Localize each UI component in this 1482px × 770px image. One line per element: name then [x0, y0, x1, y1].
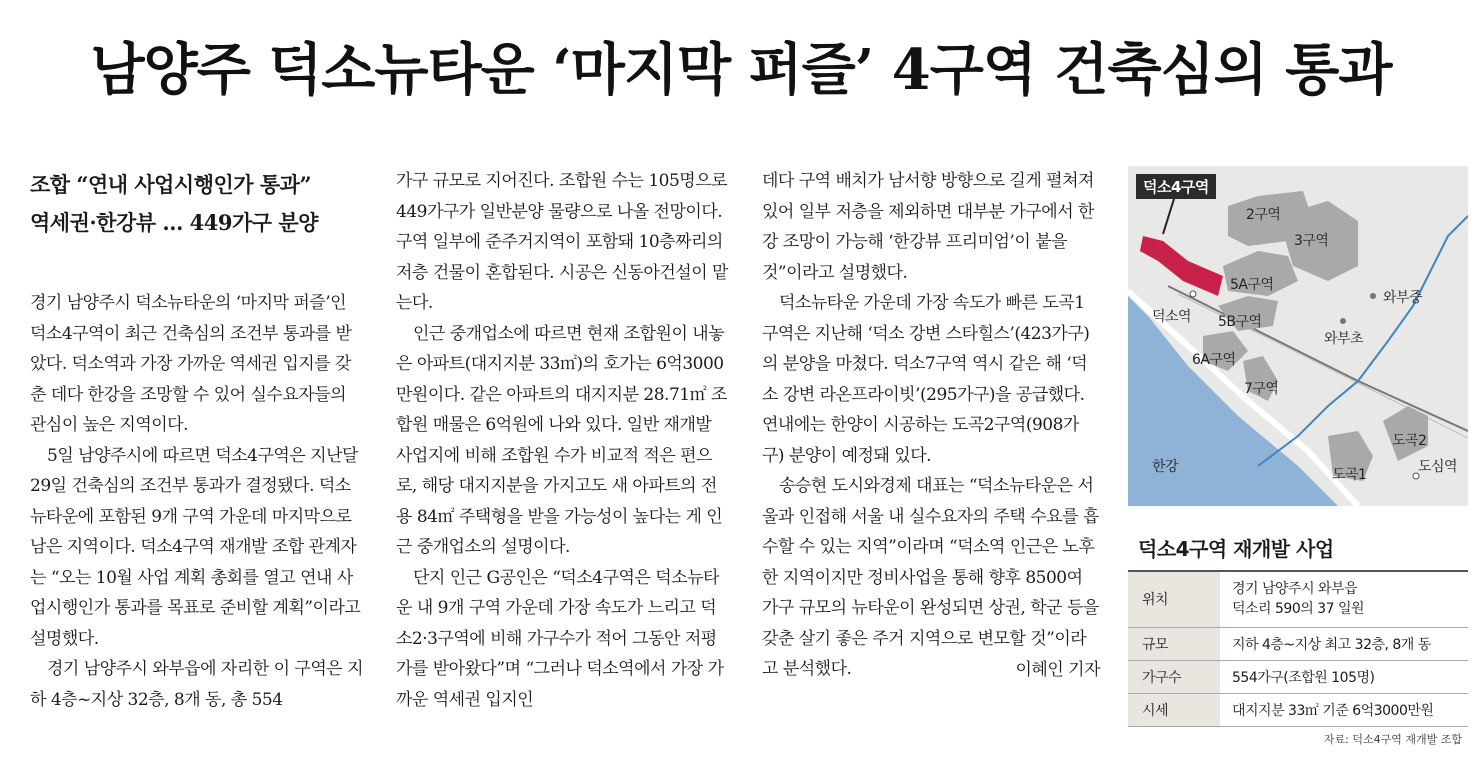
body-paragraph: 덕소뉴타운 가운데 가장 속도가 빠른 도곡1구역은 지난해 ‘덕소 강변 스타힐스’(423가구)의 분양을 마쳤다. 덕소7구역 역시 같은 해 ‘덕소 강변 라온프라이빗’(295가구)을 공급했다. 연내에는 한양이 시공하는 도곡2구역(908가구) 분양이 예정돼 있다.: [762, 293, 1090, 466]
map-label-deokso-station: 덕소역: [1152, 309, 1192, 325]
map-graphic: [1128, 166, 1468, 506]
info-value: 554가구(조합원 105명): [1220, 660, 1468, 693]
subhead-1: 조합 “연내 사업시행인가 통과”: [30, 172, 312, 197]
info-row-price: [1128, 693, 1468, 726]
headline: 남양주 덕소뉴타운 ‘마지막 퍼즐’ 4구역 건축심의 통과: [90, 37, 1392, 103]
info-row-households: [1128, 660, 1468, 693]
map-highlight-tag: 덕소4구역: [1136, 174, 1216, 199]
map-label-dokgok2: 도곡2: [1392, 433, 1427, 449]
info-key: 위치: [1128, 571, 1220, 627]
info-value: 대지지분 33㎡ 기준 6억3000만원: [1220, 693, 1468, 726]
zone-4-highlight: [1140, 236, 1223, 296]
map-label-zone5b: 5B구역: [1218, 314, 1262, 330]
map-label-zone6a: 6A구역: [1192, 352, 1236, 368]
map-label-han-river: 한강: [1152, 459, 1179, 475]
map-label-zone5a: 5A구역: [1230, 277, 1274, 293]
info-key: 규모: [1128, 627, 1220, 660]
reporter-byline: 이혜인 기자: [1015, 659, 1100, 680]
map-label-dokgok1: 도곡1: [1332, 467, 1367, 483]
subhead-2: 역세권·한강뷰 … 449가구 분양: [30, 210, 318, 235]
body-paragraph: 단지 인근 G공인은 “덕소4구역은 덕소뉴타운 내 9개 구역 가운데 가장 속도가 느리고 덕소2·3구역에 비해 가구수가 적어 그동안 저평가를 받아왔다”며 “그러나 덕소역에서 가장 가까운 역세권 입지인: [396, 567, 724, 710]
map-label-zone3: 3구역: [1294, 233, 1329, 249]
map-label-zone7: 7구역: [1244, 381, 1279, 397]
map-label-dosim-station: 도심역: [1418, 459, 1458, 475]
station-dot-deokso: [1190, 291, 1196, 297]
article-column-1: [30, 166, 366, 715]
article-column-2: [396, 166, 732, 715]
body-paragraph: 데다 구역 배치가 남서향 방향으로 길게 펼쳐져 있어 일부 저층을 제외하면 대부분 가구에서 한강 조망이 가능해 ‘한강뷰 프리미엄’이 붙을 것”이라고 설명했다.: [762, 171, 1094, 283]
info-row-scale: [1128, 627, 1468, 660]
info-key: 가구수: [1128, 660, 1220, 693]
location-map: [1128, 166, 1468, 506]
info-row-location: [1128, 571, 1468, 627]
map-label-zone2: 2구역: [1246, 207, 1281, 223]
info-table: [1128, 570, 1468, 727]
body-paragraph: 경기 남양주시 와부읍에 자리한 이 구역은 지하 4층~지상 32층, 8개 동, 총 554: [30, 659, 364, 710]
body-paragraph: 인근 중개업소에 따르면 현재 조합원이 내놓은 아파트(대지지분 33㎡)의 호가는 6억3000만원이다. 같은 아파트의 대지지분 28.71㎡ 조합원 매물은 6억원에 나와 있다. 일반 재개발 사업지에 비해 조합원 수가 비교적 적은 편으로, 해당 대지지분을 가지고도 새 아파트의 전용 84㎡ 주택형을 받을 가능성이 높다는 게 인근 중개업소의 설명이다.: [396, 323, 727, 557]
body-paragraph: 5일 남양주시에 따르면 덕소4구역은 지난달 29일 건축심의 조건부 통과가 결정됐다. 덕소뉴타운에 포함된 9개 구역 가운데 마지막으로 남은 지역이다. 덕소4구역 재개발 조합 관계자는 “오는 10월 사업 계획 총회를 열고 연내 사업시행인가 통과를 목표로 준비할 계획”이라고 설명했다.: [30, 445, 361, 649]
map-label-wabu-elem: 와부초: [1324, 331, 1364, 347]
school-dot-wabu-middle: [1370, 293, 1376, 299]
info-box-title: 덕소4구역 재개발 사업: [1138, 537, 1334, 561]
info-key: 시세: [1128, 693, 1220, 726]
body-paragraph: 가구 규모로 지어진다. 조합원 수는 105명으로 449가구가 일반분양 물량으로 나올 전망이다. 구역 일부에 준주거지역이 포함돼 10층짜리의 저층 건물이 혼합된다. 시공은 신동아건설이 맡는다.: [396, 171, 728, 313]
info-value: 지하 4층~지상 최고 32층, 8개 동: [1220, 627, 1468, 660]
map-label-wabu-middle: 와부중: [1383, 290, 1423, 306]
info-value: 경기 남양주시 와부읍 덕소리 590의 37 일원: [1220, 571, 1468, 627]
article-column-3: [762, 166, 1100, 685]
body-paragraph: 송승현 도시와경제 대표는 “덕소뉴타운은 서울과 인접해 서울 내 실수요자의 주택 수요를 흡수할 수 있는 지역”이라며 “덕소역 인근은 노후한 지역이지만 정비사업을 통해 향후 8500여 가구 규모의 뉴타운이 완성되면 상권, 학군 등을 갖춘 살기 좋은 주거 지역으로 변모할 것”이라고 분석했다.: [762, 476, 1099, 679]
info-source: 자료: 덕소4구역 재개발 조합: [1323, 733, 1462, 746]
body-paragraph: 경기 남양주시 덕소뉴타운의 ‘마지막 퍼즐’인 덕소4구역이 최근 건축심의 조건부 통과를 받았다. 덕소역과 가장 가까운 역세권 입지를 갖춘 데다 한강을 조망할 수 있어 실수요자들의 관심이 높은 지역이다.: [30, 293, 352, 435]
school-dot-wabu-elem: [1340, 318, 1346, 324]
